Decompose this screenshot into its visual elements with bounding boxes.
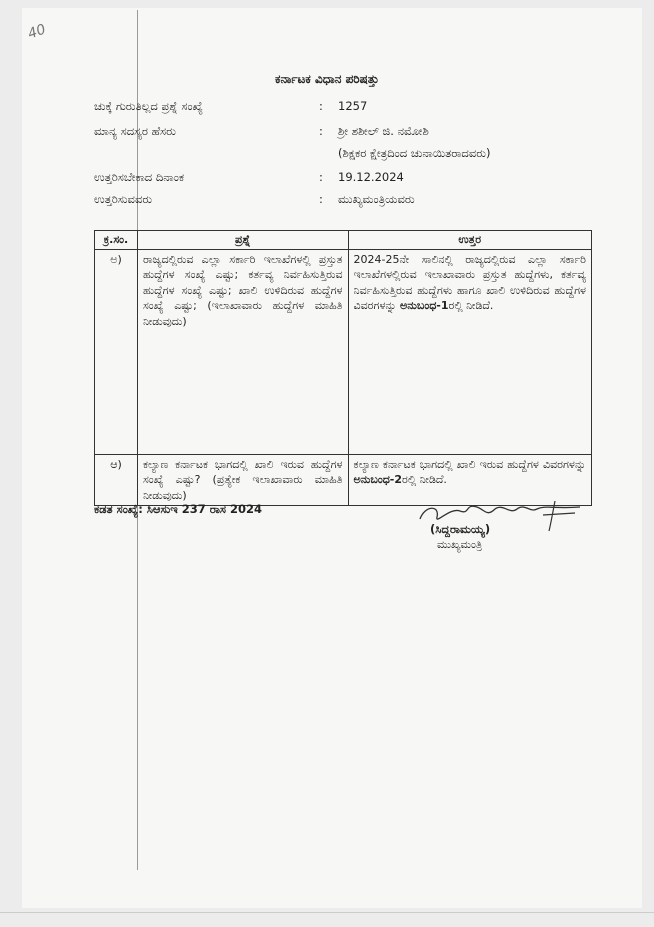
meta-value: 1257 xyxy=(338,99,368,113)
meta-colon: : xyxy=(319,192,323,206)
page-title: ಕರ್ನಾಟಕ ವಿಧಾನ ಪರಿಷತ್ತು xyxy=(275,72,379,86)
meta-value-secondary: (ಶಿಕ್ಷಕರ ಕ್ಷೇತ್ರದಿಂದ ಚುನಾಯಿತರಾದವರು) xyxy=(338,146,491,160)
row-question: ರಾಜ್ಯದಲ್ಲಿರುವ ಎಲ್ಲಾ ಸರ್ಕಾರಿ ಇಲಾಖೆಗಳಲ್ಲಿ ಪ್ರಸ್ತುತ ಹುದ್ದೆಗಳ ಸಂಖ್ಯೆ ಎಷ್ಟು; ಕರ್ತವ್ಯ ನಿರ್ವಹಿಸುತ್ತಿರುವ ಹುದ್ದೆಗಳ ಸಂಖ್ಯೆ ಎಷ್ಟು; ಖಾಲಿ ಉಳಿದಿರುವ ಹುದ್ದೆಗಳ ಸಂಖ್ಯೆ ಎಷ್ಟು; (ಇಲಾಖಾವಾರು ಹುದ್ದೆಗಳ ಮಾಹಿತಿ ನೀಡುವುದು) xyxy=(137,249,348,454)
row-answer xyxy=(348,249,591,454)
table-header-row xyxy=(95,231,592,250)
row-serial: ಅ) xyxy=(95,249,138,454)
meta-colon: : xyxy=(319,170,323,184)
answer-text-end: ರಲ್ಲಿ ನೀಡಿದೆ. xyxy=(448,299,494,312)
file-reference: ಕಡತ ಸಂಖ್ಯೆ: ಸಿಆಸುಇ 237 ರಾಸ 2024 xyxy=(94,502,263,516)
annexure-reference: ಅನುಬಂಧ-2 xyxy=(353,473,403,486)
header-answer: ಉತ್ತರ xyxy=(348,231,591,250)
meta-colon: : xyxy=(319,99,323,113)
meta-label: ಚುಕ್ಕೆ ಗುರುತಿಲ್ಲದ ಪ್ರಶ್ನೆ ಸಂಖ್ಯೆ xyxy=(94,99,203,113)
annexure-reference: ಅನುಬಂಧ-1 xyxy=(400,299,449,312)
row-serial: ಆ) xyxy=(95,454,138,506)
meta-label: ಉತ್ತರಿಸುವವರು xyxy=(94,192,153,206)
signatory-name: (ಸಿದ್ದರಾಮಯ್ಯ) xyxy=(430,522,491,536)
meta-value: 19.12.2024 xyxy=(338,170,404,184)
signatory-designation: ಮುಖ್ಯಮಂತ್ರಿ xyxy=(437,538,483,551)
table-row xyxy=(95,249,592,454)
answer-text: ಕಲ್ಯಾಣ ಕರ್ನಾಟಕ ಭಾಗದಲ್ಲಿ ಖಾಲಿ ಇರುವ ಹುದ್ದೆಗಳ ವಿವರಗಳನ್ನು xyxy=(353,457,586,471)
meta-value: ಮುಖ್ಯಮಂತ್ರಿಯವರು xyxy=(338,192,415,206)
meta-value: ಶ್ರೀ ಶಶೀಲ್ ಜಿ. ನಮೋಶಿ xyxy=(338,124,429,138)
page-edge xyxy=(0,912,654,913)
meta-label: ಉತ್ತರಿಸಬೇಕಾದ ದಿನಾಂಕ xyxy=(94,170,184,184)
answer-text: 2024-25ನೇ ಸಾಲಿನಲ್ಲಿ ರಾಜ್ಯದಲ್ಲಿರುವ ಎಲ್ಲಾ ಸರ್ಕಾರಿ ಇಲಾಖೆಗಳಲ್ಲಿರುವ ಇಲಾಖಾವಾರು ಪ್ರಸ್ತುತ ಹುದ್ದೆಗಳು, ಕರ್ತವ್ಯ ನಿರ್ವಹಿಸುತ್ತಿರುವ ಹುದ್ದೆಗಳು ಹಾಗೂ ಖಾಲಿ ಉಳಿದಿರುವ ಹುದ್ದೆಗಳ ವಿವರಗಳನ್ನು xyxy=(353,252,586,312)
question-answer-table xyxy=(94,230,592,506)
header-serial: ಕ್ರ.ಸಂ. xyxy=(95,231,138,250)
answer-text-end: ರಲ್ಲಿ ನೀಡಿದೆ. xyxy=(402,473,447,486)
meta-colon: : xyxy=(319,124,323,138)
margin-handwritten-mark: 40 xyxy=(25,21,49,43)
header-question: ಪ್ರಶ್ನೆ xyxy=(137,231,348,250)
meta-label: ಮಾನ್ಯ ಸದಸ್ಯರ ಹೆಸರು xyxy=(94,124,176,138)
row-question: ಕಲ್ಯಾಣ ಕರ್ನಾಟಕ ಭಾಗದಲ್ಲಿ ಖಾಲಿ ಇರುವ ಹುದ್ದೆಗಳ ಸಂಖ್ಯೆ ಎಷ್ಟು? (ಪ್ರತ್ಯೇಕ ಇಲಾಖಾವಾರು ಮಾಹಿತಿ ನೀಡುವುದು) xyxy=(137,454,348,506)
